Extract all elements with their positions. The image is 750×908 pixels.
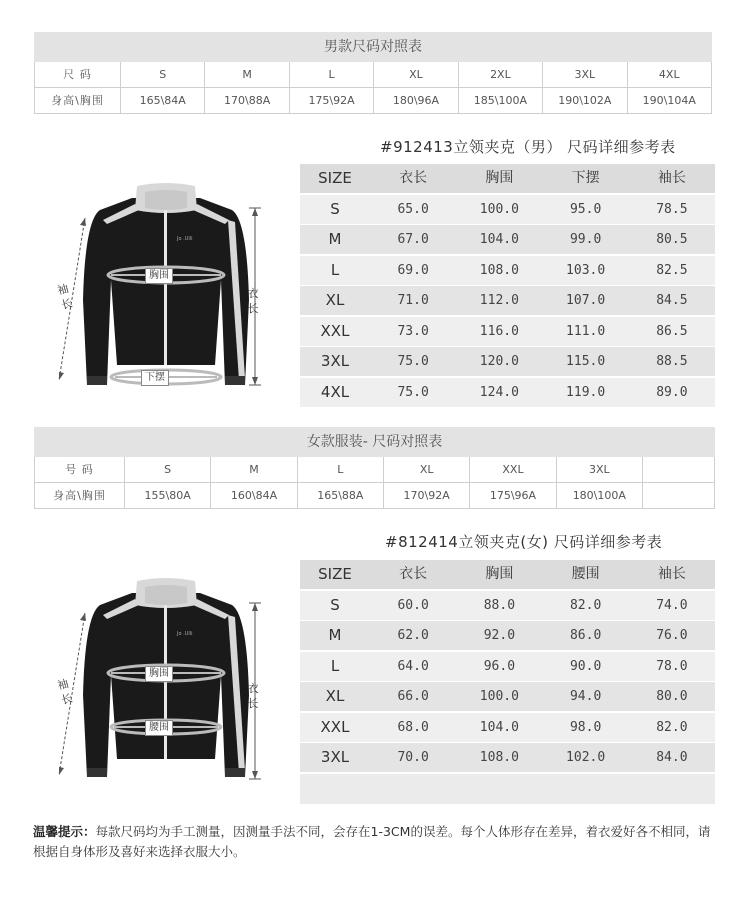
men-size-cell: XL [374,62,458,88]
chest-label: 胸围 [145,666,173,682]
header-chest: 胸围 [485,170,514,186]
length-label: 衣长 [247,682,259,710]
value-cell: 64.0 [397,658,429,674]
sleeve-label: 袖长 [56,677,74,707]
value-cell: 76.0 [656,628,688,643]
value-cell: 98.0 [569,719,602,735]
value-cell: 120.0 [479,354,519,369]
women-height-label: 身高\胸围 [35,483,125,509]
table-row [300,591,715,620]
note-text: 每款尺码均为手工测量，因测量手法不同，会存在1-3CM的误差。每个人体形存在差异，着衣爱好各不相同，请根据自身体形及喜好来选择衣服大小。 [33,824,711,859]
table-row [300,225,715,254]
men-size-table [34,32,712,114]
size-cell: L [330,260,340,279]
value-cell: 115.0 [566,354,606,369]
hem-label: 下摆 [141,370,169,386]
header-size: SIZE [318,169,352,187]
men-detail-table [300,164,715,408]
value-cell: 80.5 [656,232,688,247]
table-row [300,652,715,681]
value-cell: 108.0 [479,750,519,765]
table-row [300,256,715,285]
men-detail-title: #912413立领夹克（男） 尺码详细参考表 [380,138,676,156]
value-cell: 71.0 [397,293,429,308]
header-sleeve: 袖长 [657,566,686,582]
women-height-cell: 160\84A [211,483,297,509]
size-cell: S [330,595,340,614]
men-size-cell: 4XL [628,62,712,88]
waist-label: 腰围 [145,720,173,736]
table-row [300,621,715,650]
table-row [300,286,715,315]
men-size-cell: M [205,62,289,88]
men-size-row [34,62,712,88]
men-height-label: 身高\胸围 [35,88,121,114]
size-cell: M [328,230,342,248]
women-height-cell: 155\80A [125,483,211,509]
value-cell: 86.0 [569,628,602,643]
value-cell: 89.0 [656,384,688,400]
women-detail-title: #812414立领夹克(女) 尺码详细参考表 [385,533,663,551]
value-cell: 100.0 [479,689,519,704]
value-cell: 94.0 [569,689,602,704]
size-cell: XL [325,291,345,309]
men-jacket-illustration [45,180,280,395]
men-size-cell: 3XL [543,62,627,88]
women-size-table [34,427,715,509]
svg-text:Jo .Ulli: Jo .Ulli [177,236,193,242]
women-height-cell: 170\92A [384,483,470,509]
value-cell: 60.0 [397,597,429,613]
size-cell: XXL [320,321,350,340]
women-detail-table [300,560,715,805]
value-cell: 102.0 [566,750,606,765]
header-sleeve: 袖长 [657,170,686,186]
value-cell: 107.0 [566,293,606,308]
table-blank-row [300,774,715,804]
header-waist: 腰围 [571,566,600,582]
women-height-cell: 180\100A [557,483,643,509]
value-cell: 67.0 [397,232,429,247]
size-note [33,822,719,862]
men-height-cell: 165\84A [121,88,205,114]
header-length: 衣长 [399,566,428,582]
size-cell: 3XL [320,352,350,370]
jacket-drawing [45,180,280,395]
value-cell: 86.5 [656,323,688,339]
value-cell: 82.5 [656,262,688,278]
svg-text:Jo .Ulli: Jo .Ulli [177,631,193,637]
table-row [300,713,715,742]
value-cell: 78.0 [656,658,688,674]
men-size-label: 尺 码 [35,62,121,88]
value-cell: 100.0 [479,201,519,217]
value-cell: 68.0 [397,719,429,735]
women-size-cell: M [211,457,297,483]
value-cell: 90.0 [569,658,602,674]
table-row [300,682,715,711]
size-cell: S [330,199,340,218]
table-row [300,347,715,376]
sleeve-label: 袖长 [56,282,74,312]
value-cell: 62.0 [397,628,429,643]
value-cell: 82.0 [569,597,602,613]
women-size-label: 号 码 [35,457,125,483]
men-height-cell: 190\104A [628,88,712,114]
table-row [300,195,715,224]
size-cell: XL [325,687,345,705]
value-cell: 69.0 [397,262,429,278]
women-detail-header-row [300,560,715,589]
header-hem: 下摆 [571,170,600,186]
value-cell: 119.0 [566,384,606,400]
men-height-cell: 190\102A [543,88,627,114]
value-cell: 75.0 [397,384,429,400]
women-size-cell [643,457,715,483]
value-cell: 104.0 [479,719,519,735]
women-size-table-title: 女款服装- 尺码对照表 [34,427,715,457]
women-height-cell: 165\88A [298,483,384,509]
value-cell: 66.0 [397,689,429,704]
value-cell: 96.0 [483,658,516,674]
note-label: 温馨提示： [33,824,96,839]
women-size-cell: 3XL [557,457,643,483]
value-cell: 80.0 [656,689,688,704]
women-height-cell [643,483,715,509]
value-cell: 84.0 [656,750,688,765]
value-cell: 99.0 [569,232,602,247]
size-cell: 4XL [320,382,350,401]
women-size-cell: S [125,457,211,483]
value-cell: 112.0 [479,293,519,308]
table-row [300,378,715,407]
value-cell: 124.0 [479,384,519,400]
value-cell: 88.0 [483,597,516,613]
women-height-cell: 175\96A [470,483,556,509]
value-cell: 103.0 [566,262,606,278]
header-size: SIZE [318,565,352,583]
value-cell: 65.0 [397,201,429,217]
value-cell: 116.0 [479,323,519,339]
value-cell: 108.0 [479,262,519,278]
table-row [300,317,715,346]
value-cell: 95.0 [569,201,602,217]
size-cell: XXL [320,717,350,736]
header-length: 衣长 [399,170,428,186]
value-cell: 73.0 [397,323,429,339]
men-height-cell: 185\100A [459,88,543,114]
value-cell: 88.5 [656,354,688,369]
women-size-cell: L [298,457,384,483]
header-chest: 胸围 [485,566,514,582]
women-size-cell: XL [384,457,470,483]
men-height-row [34,88,712,114]
men-size-table-title: 男款尺码对照表 [34,32,712,62]
men-height-cell: 175\92A [290,88,374,114]
men-height-cell: 180\96A [374,88,458,114]
value-cell: 82.0 [656,719,688,735]
men-height-cell: 170\88A [205,88,289,114]
value-cell: 70.0 [397,750,429,765]
size-cell: L [330,656,340,675]
men-size-cell: L [290,62,374,88]
value-cell: 92.0 [483,628,516,643]
women-size-row [34,457,715,483]
men-detail-header-row [300,164,715,193]
men-size-cell: S [121,62,205,88]
value-cell: 104.0 [479,232,519,247]
size-cell: M [328,626,342,644]
length-label: 衣长 [247,287,259,315]
value-cell: 84.5 [656,293,688,308]
value-cell: 75.0 [397,354,429,369]
women-height-row [34,483,715,509]
value-cell: 78.5 [656,201,688,217]
women-size-cell: XXL [470,457,556,483]
chest-label: 胸围 [145,268,173,284]
value-cell: 74.0 [656,597,688,613]
value-cell: 111.0 [566,323,606,339]
women-jacket-illustration [45,575,280,787]
men-size-cell: 2XL [459,62,543,88]
size-cell: 3XL [320,748,350,766]
table-row [300,743,715,772]
